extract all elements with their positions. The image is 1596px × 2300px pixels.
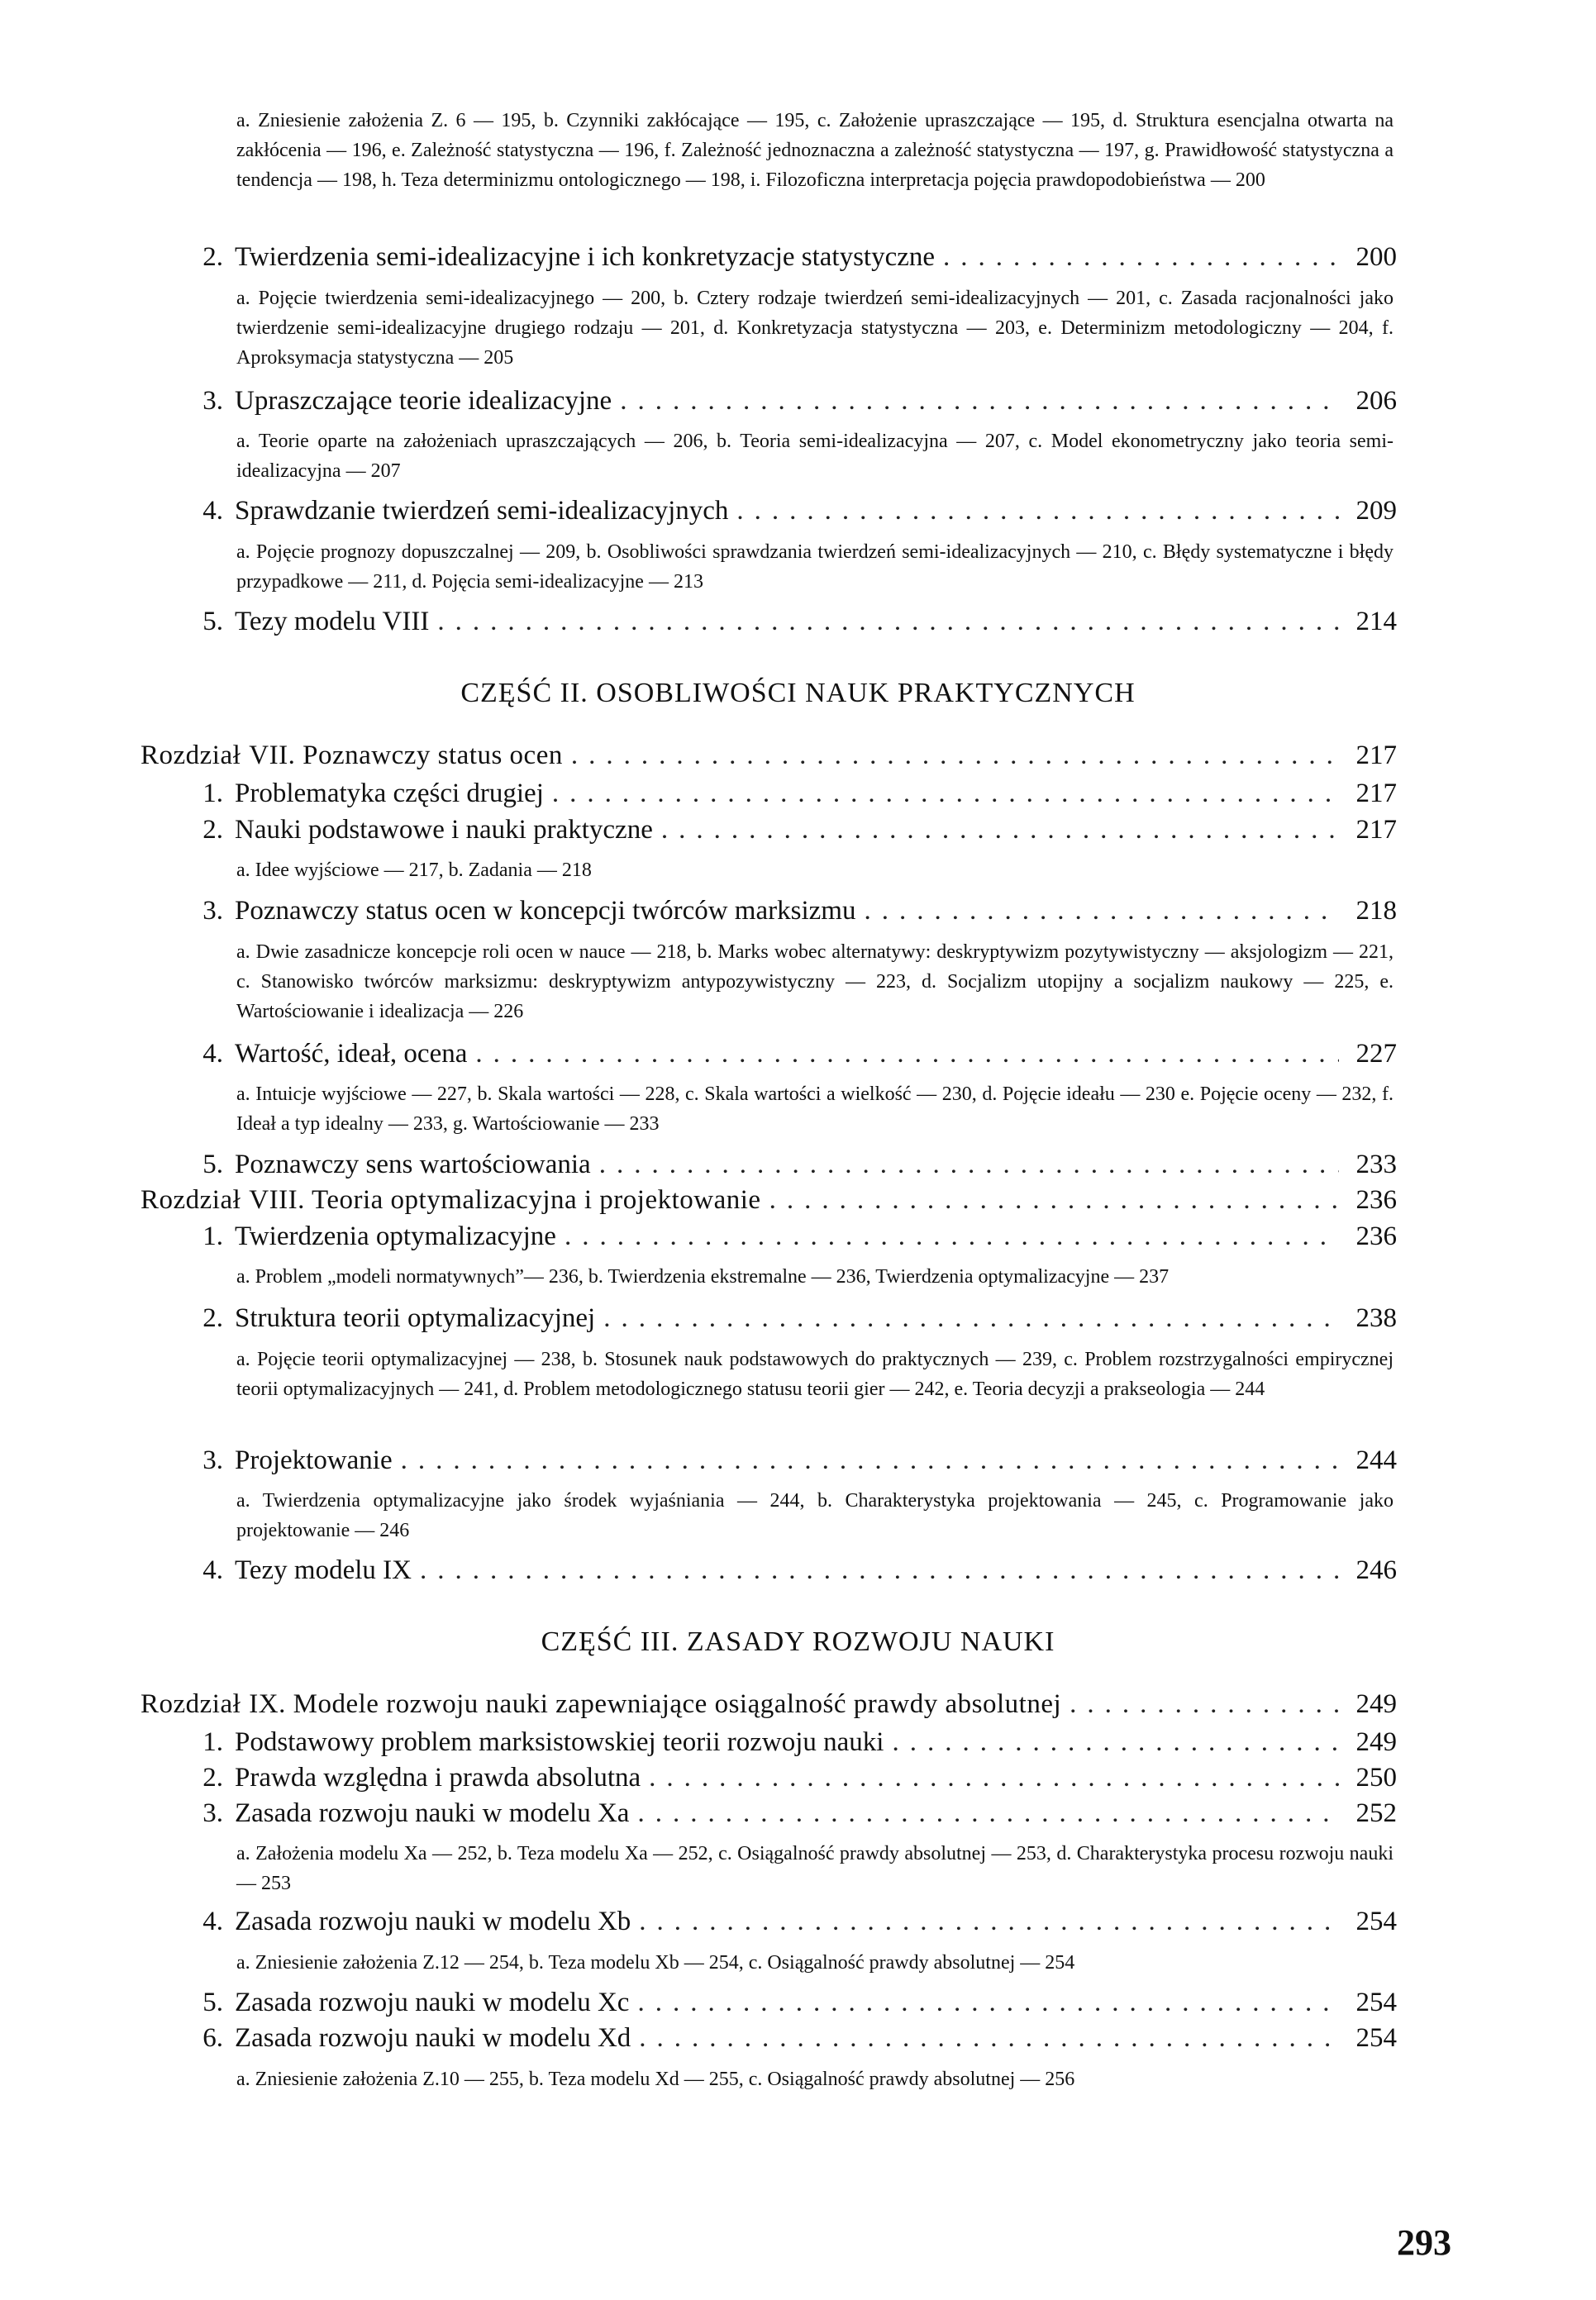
- entry-page-number: 254: [1355, 1988, 1397, 2017]
- entry-title: Zasada rozwoju nauki w modelu Xc: [235, 1988, 630, 2017]
- toc-chapter-entry: [141, 1688, 1397, 1721]
- dot-leader: [599, 1148, 1339, 1181]
- entry-page-number: 209: [1355, 496, 1397, 526]
- subsection-list: a. Problem „modeli normatywnych”— 236, b. Twierdzenia ekstremalne — 236, Twierdzenia optymalizacyjne — 237: [236, 1266, 1170, 1288]
- entry-title: Zasada rozwoju nauki w modelu Xb: [235, 1907, 631, 1936]
- subsection-list: a. Pojęcie twierdzenia semi-idealizacyjnego — 200, b. Cztery rodzaje twierdzeń semi-idealizacyjnych — 201, c. Zasada racjonalności jako twierdzenie semi-idealizacyjne drugiego rodzaju — 201, d. Konkretyzacja statystyczna — 203, e. Determinizm metodologiczny — 204, f. Aproksymacja statystyczna — 205: [236, 288, 1394, 369]
- entry-page-number: 244: [1355, 1445, 1397, 1475]
- entry-title: Nauki podstawowe i nauki praktyczne: [235, 815, 653, 845]
- dot-leader: [437, 605, 1339, 638]
- toc-section-entry: [141, 1220, 1397, 1253]
- dot-leader: [620, 384, 1339, 417]
- entry-page-number: 254: [1355, 1907, 1397, 1936]
- dot-leader: [637, 1797, 1339, 1830]
- toc-section-entry: [141, 1905, 1397, 1938]
- entry-title: Upraszczające teorie idealizacyjne: [235, 386, 612, 416]
- dot-leader: [401, 1444, 1339, 1477]
- entry-title: IX. Modele rozwoju nauki zapewniające osiągalność prawdy absolutnej: [249, 1689, 1062, 1719]
- entry-page-number: 238: [1355, 1303, 1397, 1333]
- subsection-list: a. Założenia modelu Xa — 252, b. Teza modelu Xa — 252, c. Osiągalność prawdy absolutnej — 253, d. Charakterystyka procesu rozwoju nauki — 253: [236, 1843, 1394, 1894]
- entry-title: Poznawczy status ocen w koncepcji twórców marksizmu: [235, 896, 856, 926]
- toc-section-entry: [141, 1986, 1397, 2019]
- section-number: 4.: [202, 1039, 223, 1069]
- intro-subsection-list: a. Zniesienie założenia Z. 6 — 195, b. Czynniki zakłócające — 195, c. Założenie upraszczające — 195, d. Struktura esencjalna otwarta na zakłócenia — 196, e. Zależność statystyczna — 196, f. Zależność jednoznaczna a zależność statystyczna — 197, g. Prawidłowość statystyczna a tendencja — 198, h. Teza determinizmu ontologicznego — 198, i. Filozoficzna interpretacja pojęcia prawdopodobieństwa — 200: [236, 110, 1394, 191]
- dot-leader: [639, 1905, 1339, 1938]
- entry-title: Zasada rozwoju nauki w modelu Xa: [235, 1798, 630, 1828]
- entry-page-number: 236: [1355, 1221, 1397, 1251]
- subsection-list: a. Dwie zasadnicze koncepcje roli ocen w nauce — 218, b. Marks wobec alternatywy: deskryptywizm pozytywistyczny — aksjologizm — 221, c. Stanowisko twórców marksizmu: deskryptywizm antypozywistyczny — 223, d. Socjalizm utopijny a socjalizm naukowy — 225, e. Wartościowanie i idealizacja — 226: [236, 941, 1394, 1022]
- toc-section-entry: [141, 1444, 1397, 1477]
- entry-page-number: 250: [1355, 1763, 1397, 1793]
- section-number: 2.: [202, 815, 223, 845]
- dot-leader: [661, 813, 1339, 846]
- dot-leader: [1070, 1688, 1339, 1721]
- toc-section-entry: [141, 1797, 1397, 1830]
- subsection-list: a. Teorie oparte na założeniach upraszczających — 206, b. Teoria semi-idealizacyjna — 207, c. Model ekonometryczny jako teoria semi-idealizacyjna — 207: [236, 431, 1394, 482]
- dot-leader: [639, 2021, 1339, 2055]
- toc-section-entry: [141, 777, 1397, 810]
- section-number: 1.: [202, 1727, 223, 1757]
- entry-title: Tezy modelu IX: [235, 1555, 412, 1585]
- entry-title: Projektowanie: [235, 1445, 393, 1475]
- page-number: 293: [1397, 2222, 1451, 2263]
- entry-title: VIII. Teoria optymalizacyjna i projektowanie: [249, 1185, 761, 1215]
- subsection-list: a. Zniesienie założenia Z.10 — 255, b. Teza modelu Xd — 255, c. Osiągalność prawdy absolutnej — 256: [236, 2069, 1075, 2090]
- entry-page-number: 217: [1355, 779, 1397, 808]
- entry-page-number: 214: [1355, 607, 1397, 636]
- subsection-list: a. Idee wyjściowe — 217, b. Zadania — 218: [236, 860, 592, 881]
- entry-title: Struktura teorii optymalizacyjnej: [235, 1303, 596, 1333]
- toc-section-entry: [141, 894, 1397, 927]
- section-number: 1.: [202, 779, 223, 808]
- toc-section-entry: [141, 813, 1397, 846]
- chapter-prefix: Rozdział: [141, 1689, 241, 1719]
- entry-title: Problematyka części drugiej: [235, 779, 544, 808]
- dot-leader: [565, 1220, 1339, 1253]
- chapter-prefix: Rozdział: [141, 1185, 241, 1215]
- toc-section-entry: [141, 605, 1397, 638]
- entry-page-number: 218: [1355, 896, 1397, 926]
- entry-title: Sprawdzanie twierdzeń semi-idealizacyjnych: [235, 496, 729, 526]
- section-number: 4.: [202, 1907, 223, 1936]
- dot-leader: [864, 894, 1339, 927]
- dot-leader: [769, 1183, 1339, 1217]
- dot-leader: [571, 739, 1339, 772]
- entry-page-number: 233: [1355, 1150, 1397, 1179]
- entry-page-number: 217: [1355, 740, 1397, 770]
- toc-section-entry: [141, 2021, 1397, 2055]
- section-number: 6.: [202, 2023, 223, 2053]
- entry-title: Twierdzenia optymalizacyjne: [235, 1221, 556, 1251]
- section-number: 2.: [202, 1303, 223, 1333]
- toc-chapter-entry: [141, 739, 1397, 772]
- entry-page-number: 200: [1355, 242, 1397, 272]
- entry-title: Wartość, ideał, ocena: [235, 1039, 468, 1069]
- subsection-list: a. Pojęcie teorii optymalizacyjnej — 238, b. Stosunek nauk podstawowych do praktycznych — 239, c. Problem rozstrzygalności empirycznej teorii optymalizacyjnych — 241, d. Problem metodologicznego statusu teorii gier — 242, e. Teoria decyzji a prakseologia — 244: [236, 1349, 1394, 1400]
- entry-page-number: 246: [1355, 1555, 1397, 1585]
- entry-page-number: 206: [1355, 386, 1397, 416]
- subsection-list: a. Twierdzenia optymalizacyjne jako środek wyjaśniania — 244, b. Charakterystyka projektowania — 245, c. Programowanie jako projektowanie — 246: [236, 1490, 1394, 1541]
- dot-leader: [637, 1986, 1339, 2019]
- toc-section-entry: [141, 1554, 1397, 1587]
- entry-page-number: 249: [1355, 1689, 1397, 1719]
- entry-title: Prawda względna i prawda absolutna: [235, 1763, 641, 1793]
- section-number: 2.: [202, 1763, 223, 1793]
- dot-leader: [892, 1726, 1339, 1759]
- entry-page-number: 254: [1355, 2023, 1397, 2053]
- entry-page-number: 217: [1355, 815, 1397, 845]
- section-number: 3.: [202, 896, 223, 926]
- section-number: 5.: [202, 607, 223, 636]
- entry-page-number: 249: [1355, 1727, 1397, 1757]
- entry-page-number: 227: [1355, 1039, 1397, 1069]
- section-number: 3.: [202, 1798, 223, 1828]
- toc-section-entry: [141, 240, 1397, 274]
- dot-leader: [475, 1037, 1339, 1070]
- toc-section-entry: [141, 384, 1397, 417]
- section-number: 5.: [202, 1150, 223, 1179]
- dot-leader: [649, 1761, 1339, 1794]
- entry-title: VII. Poznawczy status ocen: [249, 740, 563, 770]
- part-heading: CZĘŚĆ II. OSOBLIWOŚCI NAUK PRAKTYCZNYCH: [460, 678, 1136, 708]
- section-number: 3.: [202, 1445, 223, 1475]
- entry-title: Tezy modelu VIII: [235, 607, 430, 636]
- entry-title: Twierdzenia semi-idealizacyjne i ich konkretyzacje statystyczne: [235, 242, 936, 272]
- toc-section-entry: [141, 494, 1397, 527]
- section-number: 2.: [202, 242, 223, 272]
- toc-section-entry: [141, 1302, 1397, 1335]
- toc-section-entry: [141, 1761, 1397, 1794]
- section-number: 4.: [202, 496, 223, 526]
- entry-page-number: 236: [1355, 1185, 1397, 1215]
- section-number: 1.: [202, 1221, 223, 1251]
- subsection-list: a. Zniesienie założenia Z.12 — 254, b. Teza modelu Xb — 254, c. Osiągalność prawdy absolutnej — 254: [236, 1952, 1075, 1974]
- entry-title: Zasada rozwoju nauki w modelu Xd: [235, 2023, 631, 2053]
- subsection-list: a. Pojęcie prognozy dopuszczalnej — 209, b. Osobliwości sprawdzania twierdzeń semi-idealizacyjnych — 210, c. Błędy systematyczne i błędy przypadkowe — 211, d. Pojęcia semi-idealizacyjne — 213: [236, 541, 1394, 593]
- dot-leader: [420, 1554, 1339, 1587]
- toc-section-entry: [141, 1037, 1397, 1070]
- subsection-list: a. Intuicje wyjściowe — 227, b. Skala wartości — 228, c. Skala wartości a wielkość — 230, d. Pojęcie ideału — 230 e. Pojęcie oceny — 232, f. Ideał a typ idealny — 233, g. Wartościowanie — 233: [236, 1083, 1394, 1135]
- dot-leader: [603, 1302, 1339, 1335]
- section-number: 3.: [202, 386, 223, 416]
- toc-section-entry: [141, 1148, 1397, 1181]
- dot-leader: [736, 494, 1339, 527]
- chapter-prefix: Rozdział: [141, 740, 241, 770]
- section-number: 5.: [202, 1988, 223, 2017]
- entry-title: Poznawczy sens wartościowania: [235, 1150, 591, 1179]
- toc-chapter-entry: [141, 1183, 1397, 1217]
- part-heading: CZĘŚĆ III. ZASADY ROZWOJU NAUKI: [541, 1626, 1055, 1657]
- dot-leader: [943, 240, 1339, 274]
- dot-leader: [552, 777, 1339, 810]
- entry-title: Podstawowy problem marksistowskiej teorii rozwoju nauki: [235, 1727, 884, 1757]
- entry-page-number: 252: [1355, 1798, 1397, 1828]
- section-number: 4.: [202, 1555, 223, 1585]
- toc-section-entry: [141, 1726, 1397, 1759]
